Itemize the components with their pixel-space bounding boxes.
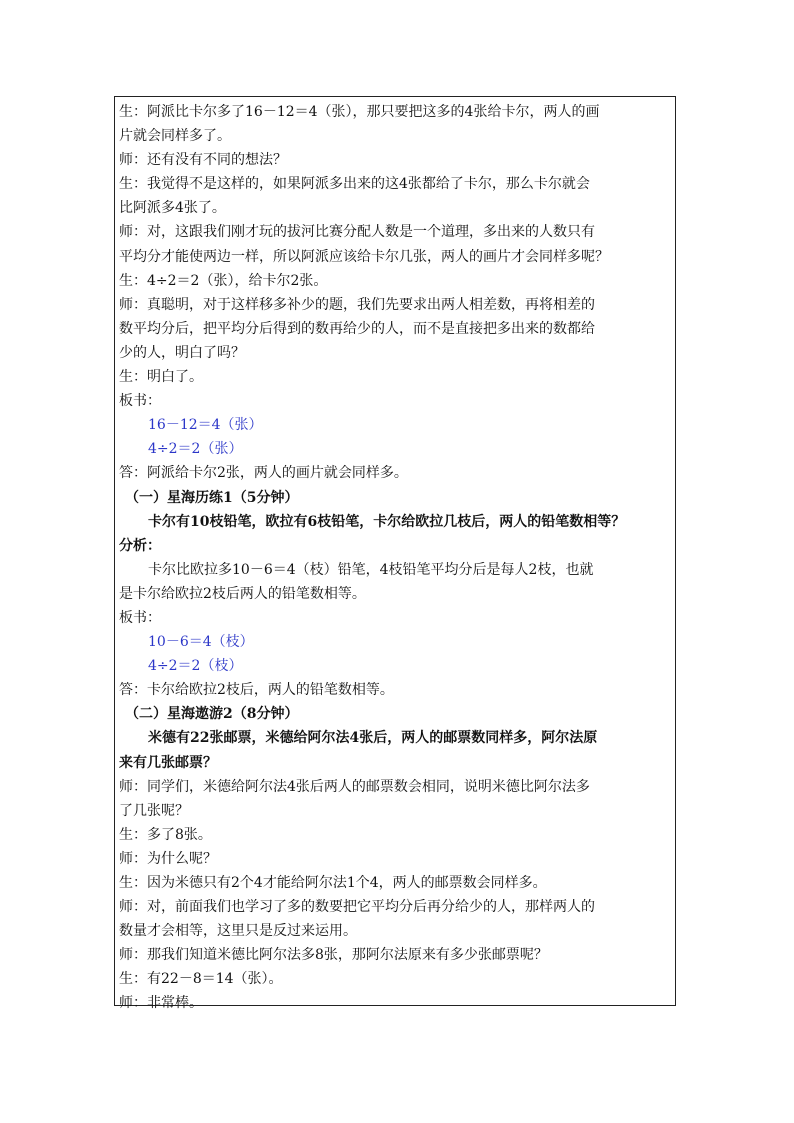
text-line: 答：阿派给卡尔2张，两人的画片就会同样多。 <box>119 465 408 482</box>
text-line: 少的人，明白了吗？ <box>119 344 245 361</box>
text-line: （二）星海遨游2（8分钟） <box>125 706 299 723</box>
text-line: 10－6＝4（枝） <box>148 634 254 651</box>
text-line: 分析： <box>119 537 161 554</box>
text-line: 板书： <box>119 609 161 626</box>
text-line: 比阿派多4张了。 <box>119 200 226 217</box>
text-line: 师：还有没有不同的想法？ <box>119 152 287 169</box>
text-line: 4÷2＝2（张） <box>148 441 243 458</box>
text-line: 答：卡尔给欧拉2枝后，两人的铅笔数相等。 <box>119 682 394 699</box>
text-line: 16－12＝4（张） <box>148 417 263 434</box>
text-line: 师：对，前面我们也学习了多的数要把它平均分后再分给少的人，那样两人的 <box>119 899 595 916</box>
text-line: 师：非常棒。 <box>119 995 203 1012</box>
text-line: 生：我觉得不是这样的，如果阿派多出来的这4张都给了卡尔，那么卡尔就会 <box>119 176 590 193</box>
text-line: 师：为什么呢？ <box>119 850 217 867</box>
text-line: 板书： <box>119 393 161 410</box>
text-line: 师：对，这跟我们刚才玩的拔河比赛分配人数是一个道理，多出来的人数只有 <box>119 224 595 241</box>
text-line: 数量才会相等，这里只是反过来运用。 <box>119 923 357 940</box>
text-line: 生：有22－8＝14（张）。 <box>119 971 283 988</box>
text-line: 生：明白了。 <box>119 369 203 386</box>
text-line: （一）星海历练1（5分钟） <box>125 489 299 506</box>
lesson-content <box>119 100 675 1016</box>
text-line: 片就会同样多了。 <box>119 128 231 145</box>
text-line: 师：真聪明，对于这样移多补少的题，我们先要求出两人相差数，再将相差的 <box>119 296 595 313</box>
text-line: 平均分才能使两边一样，所以阿派应该给卡尔几张，两人的画片才会同样多呢？ <box>119 248 609 265</box>
text-line: 卡尔有10枝铅笔，欧拉有6枝铅笔，卡尔给欧拉几枝后，两人的铅笔数相等？ <box>148 513 626 530</box>
text-line: 卡尔比欧拉多10－6＝4（枝）铅笔，4枝铅笔平均分后是每人2枝，也就 <box>148 561 594 578</box>
text-line: 4÷2＝2（枝） <box>148 658 243 675</box>
text-line: 米德有22张邮票，米德给阿尔法4张后，两人的邮票数同样多，阿尔法原 <box>148 730 598 747</box>
text-line: 生：多了8张。 <box>119 826 212 843</box>
text-line: 生：阿派比卡尔多了16－12＝4（张），那只要把这多的4张给卡尔，两人的画 <box>119 104 600 120</box>
text-line: 数平均分后，把平均分后得到的数再给少的人，而不是直接把多出来的数都给 <box>119 320 595 337</box>
text-line: 生：4÷2＝2（张），给卡尔2张。 <box>119 272 328 289</box>
text-line: 生：因为米德只有2个4才能给阿尔法1个4，两人的邮票数会同样多。 <box>119 875 547 891</box>
text-line: 来有几张邮票？ <box>119 754 217 771</box>
text-line: 师：同学们，米德给阿尔法4张后两人的邮票数会相同，说明米德比阿尔法多 <box>119 778 590 795</box>
text-line: 了几张呢？ <box>119 802 189 819</box>
text-line: 师：那我们知道米德比阿尔法多8张，那阿尔法原来有多少张邮票呢？ <box>119 947 548 964</box>
text-line: 是卡尔给欧拉2枝后两人的铅笔数相等。 <box>119 585 366 602</box>
